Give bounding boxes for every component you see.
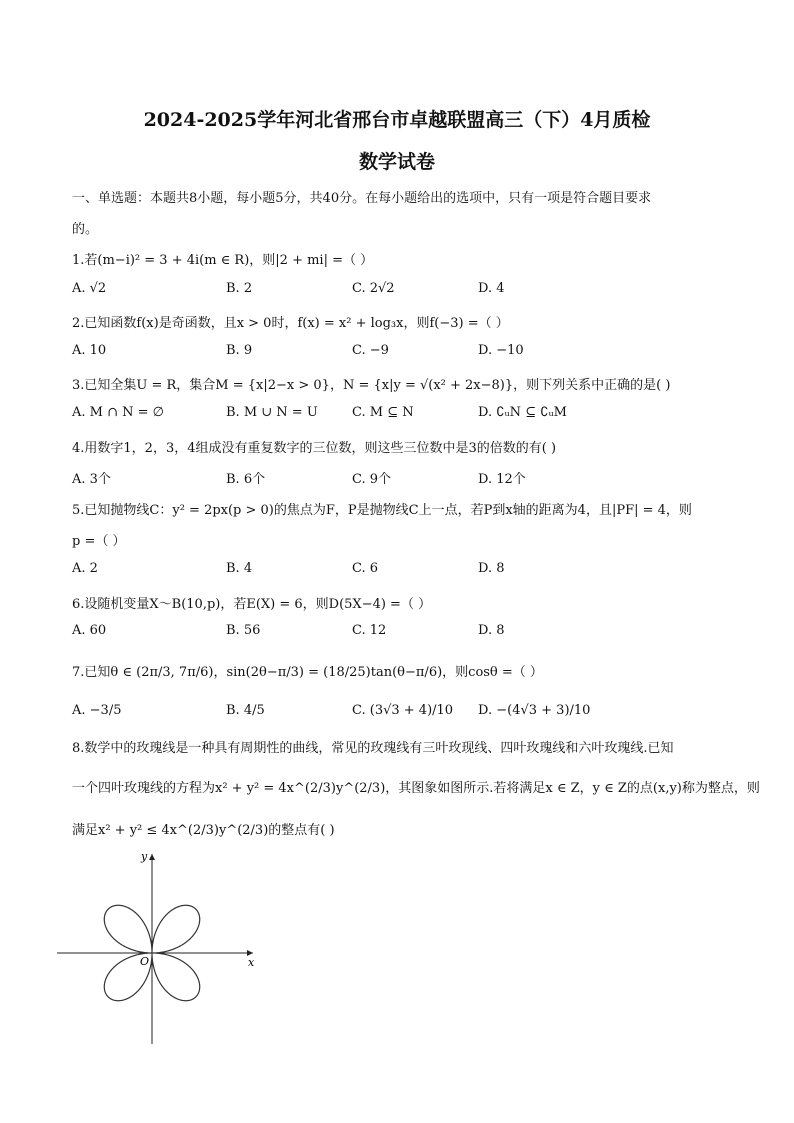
q7-option-b: B. 4/5 [226, 703, 265, 718]
q2-option-c: C. −9 [352, 343, 389, 358]
question-3-stem: 3.已知全集U = R，集合M = {x|2−x > 0}，N = {x|y = √(x² + 2x−8)}，则下列关系中正确的是( ) [72, 378, 671, 393]
question-6-stem: 6.设随机变量X～B(10,p)，若E(X) = 6，则D(5X−4) =（ ） [72, 597, 432, 612]
q6-option-b: B. 56 [226, 623, 261, 638]
q4-option-c: C. 9个 [352, 472, 392, 487]
page-title: 2024-2025学年河北省邢台市卓越联盟高三（下）4月质检 [143, 109, 651, 131]
q3-option-b: B. M ∪ N = U [226, 405, 318, 420]
x-axis-label: x [248, 956, 255, 969]
q6-option-a: A. 60 [72, 623, 107, 638]
q5-option-a: A. 2 [72, 561, 98, 576]
q1-option-c: C. 2√2 [352, 281, 395, 296]
q5-option-d: D. 8 [478, 561, 505, 576]
section-heading: 一、单选题：本题共8小题，每小题5分，共40分。在每小题给出的选项中，只有一项是符合题目要求 [72, 191, 652, 206]
q3-option-c: C. M ⊆ N [352, 405, 414, 420]
question-4-stem: 4.用数字1，2，3，4组成没有重复数字的三位数，则这些三位数中是3的倍数的有( ) [72, 441, 557, 456]
q3-option-d: D. ∁ᵤN ⊆ ∁ᵤM [478, 405, 567, 420]
q2-option-b: B. 9 [226, 343, 253, 358]
question-8-stem: 8.数学中的玫瑰线是一种具有周期性的曲线，常见的玫瑰线有三叶玫现线、四叶玫瑰线和六叶玫瑰线.已知 [72, 741, 674, 756]
q7-option-d: D. −(4√3 + 3)/10 [478, 703, 591, 718]
y-axis-label: y [141, 850, 148, 863]
question-8-stem-cont: 一个四叶玫瑰线的方程为x² + y² = 4x^(2/3)y^(2/3)，其图象如图所示.若将满足x ∈ Z，y ∈ Z的点(x,y)称为整点，则 [72, 781, 760, 796]
q5-option-c: C. 6 [352, 561, 379, 576]
q1-option-a: A. √2 [72, 281, 107, 296]
q5-option-b: B. 4 [226, 561, 253, 576]
rose-curve-figure [55, 848, 265, 1048]
q1-option-b: B. 2 [226, 281, 253, 296]
page-subtitle: 数学试卷 [358, 151, 435, 173]
question-2-stem: 2.已知函数f(x)是奇函数，且x > 0时，f(x) = x² + log₃x，则f(−3) =（ ） [72, 316, 509, 331]
q6-option-d: D. 8 [478, 623, 505, 638]
q1-option-d: D. 4 [478, 281, 505, 296]
q7-option-a: A. −3/5 [72, 703, 122, 718]
question-5-stem: 5.已知抛物线C：y² = 2px(p > 0)的焦点为F，P是抛物线C上一点，若P到x轴的距离为4，且|PF| = 4，则 [72, 503, 692, 518]
q4-option-d: D. 12个 [478, 472, 526, 487]
q7-option-c: C. (3√3 + 4)/10 [352, 703, 454, 718]
section-heading-cont: 的。 [72, 222, 99, 237]
q2-option-a: A. 10 [72, 343, 107, 358]
question-1-stem: 1.若(m−i)² = 3 + 4i(m ∈ R)，则|2 + mi| =（ ） [72, 253, 374, 268]
q3-option-a: A. M ∩ N = ∅ [72, 405, 164, 420]
question-7-stem: 7.已知θ ∈ (2π/3, 7π/6)，sin(2θ−π/3) = (18/25)tan(θ−π/6)，则cosθ =（ ） [72, 665, 543, 680]
q4-option-b: B. 6个 [226, 472, 266, 487]
question-5-stem-cont: p =（ ） [72, 534, 126, 549]
question-8-stem-cont2: 满足x² + y² ≤ 4x^(2/3)y^(2/3)的整点有( ) [72, 823, 335, 838]
q2-option-d: D. −10 [478, 343, 524, 358]
q4-option-a: A. 3个 [72, 472, 111, 487]
origin-label: O [140, 955, 150, 968]
q6-option-c: C. 12 [352, 623, 387, 638]
